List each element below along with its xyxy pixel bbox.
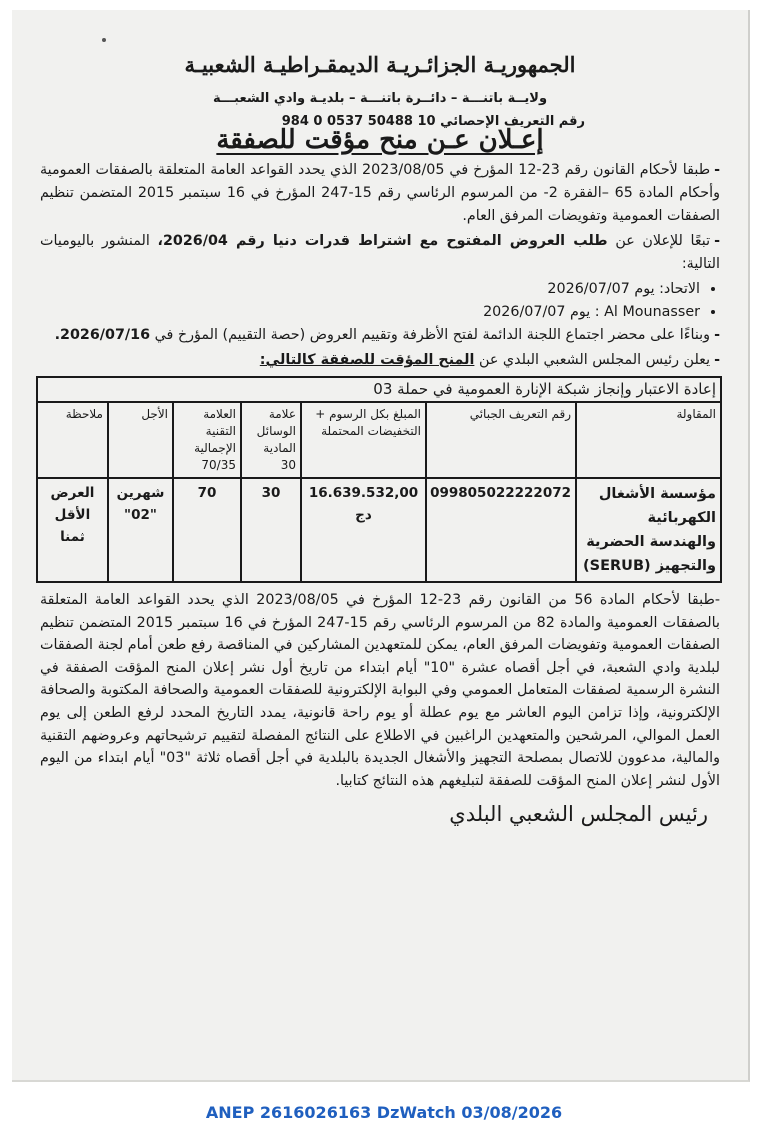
header-material-score: علامة الوسائل المادية 30 (241, 402, 301, 478)
dash-marker: - (714, 327, 720, 343)
header-tax-id: رقم التعريف الجبائي (426, 402, 576, 478)
cell-company: مؤسسة الأشغال الكهربائية والهندسة الحضرية والتجهيز (SERUB) (576, 478, 721, 582)
minutes-paragraph (40, 324, 720, 347)
legal-basis-paragraph (40, 159, 720, 228)
appeal-paragraph (40, 589, 720, 792)
cell-material-score: 30 (241, 478, 301, 582)
legal-basis-text: طبقا لأحكام القانون رقم 23-12 المؤرخ في 2023/08/05 الذي يحدد القواعد العامة المتعلقة بالصفقات العمومية وأحكام المادة 65 –الفقرة 2- من المرسوم الرئاسي رقم 15-247 المؤرخ في 16 سبتمبر 2015 المتضمن تنظيم الصفقات العمومية وتفويضات المرفق العام. (40, 162, 721, 224)
minutes-date: 2026/07/16. (54, 327, 151, 343)
publication-item: • Al Mounasser : يوم 2026/07/07 (40, 301, 700, 324)
header-note: ملاحظة (37, 402, 108, 478)
cell-amount: 16.639.532,00 دج (301, 478, 426, 582)
header-deadline: الأجل (108, 402, 173, 478)
table-caption: إعادة الاعتبار وإنجاز شبكة الإنارة العمومية في حملة 03 (37, 377, 721, 402)
tender-reference-paragraph (40, 230, 720, 276)
header-amount: المبلغ بكل الرسوم + التخفيضات المحتملة (301, 402, 426, 478)
cell-tax-id: 099805022222072 (426, 478, 576, 582)
publications-list (40, 278, 720, 324)
tender-intro-text: تبعًا للإعلان عن (615, 233, 711, 249)
page-title: إعـلان عـن منح مؤقت للصفقة (216, 125, 544, 155)
signature-title: رئيس المجلس الشعبي البلدي (449, 802, 708, 827)
award-table (36, 376, 722, 583)
dash-marker: - (714, 233, 721, 249)
publication-item: • الاتحاد: يوم 2026/07/07 (40, 278, 700, 301)
dash-marker: - (714, 592, 720, 608)
tender-tail-text: المنشور باليوميات التالية: (40, 233, 720, 272)
dash-marker: - (714, 352, 720, 368)
scanned-page (12, 10, 750, 1082)
republic-header: الجمهوريـة الجزائـريـة الديمقـراطيـة الشعبيـة (184, 52, 576, 77)
announce-paragraph (40, 349, 720, 372)
header-technical-score: العلامة التقنية الإجمالية 70/35 (173, 402, 241, 478)
minutes-text: وبناءًا على محضر اجتماع اللجنة الدائمة لفتح الأظرفة وتقييم العروض (حصة التقييم) المؤرخ في (154, 327, 711, 343)
statistical-id: رقم التعريف الإحصائي 10 50488 0537 0 984 (281, 114, 585, 129)
cell-deadline: شهرين "02" (108, 478, 173, 582)
tender-reference: طلب العروض المفتوح مع اشتراط قدرات دنيا رقم 2026/04، (157, 233, 608, 249)
admin-header: ولايــة باتنـــة – دائــرة باتنـــة – بلديـة وادي الشعبـــة (212, 91, 548, 106)
header-company: المقاولة (576, 402, 721, 478)
footer-reference: ANEP 2616026163 DzWatch 03/08/2026 (205, 1103, 563, 1122)
cell-technical-score: 70 (173, 478, 241, 582)
appeal-text: طبقا لأحكام المادة 56 من القانون رقم 23-12 المؤرخ في 2023/08/05 الذي يحدد القواعد العامة المتعلقة بالصفقات العمومية والمادة 82 من المرسوم الرئاسي رقم 15-247 المؤرخ في 16 سبتمبر 2015 المتضمن تنظيم الصفقات العمومية وتفويضات المرفق العام، يمكن للمتعهدين المشاركين في المناقصة رفع طعن أمام لجنة الصفقات لبلدية وادي الشعبة، في أجل أقصاه عشرة "10" أيام ابتداء من تاريخ أول نشر إعلان المنح المؤقت الصفقة في النشرة الرسمية لصفقات المتعامل العمومي وفي البوابة الإلكترونية للصفقات العمومية والصحافة المكتوبة والصحافة الإلكترونية، وإذا تزامن اليوم العاشر مع يوم عطلة أو يوم راحة قانونية، يمدد التاريخ المحدد لرفع الطعن إلى يوم العمل الموالي، المرشحين والمتعهدين الراغبين في الاطلاع على النتائج المفصلة لتقييم ترشيحاتهم وعروضهم التقنية والمالية، مدعوون للاتصال بمصلحة التجهيز والأشغال الجديدة بالبلدية في أجل أقصاه ثلاثة "03" أيام ابتداء من اليوم الأول لنشر إعلان المنح المؤقت للصفقة لتبليغهم هذه النتائج كتابيا. (40, 592, 720, 789)
table-row (37, 478, 721, 582)
announce-bold: المنح المؤقت للصفقة كالتالي: (259, 352, 475, 368)
cell-note: العرض الأقل ثمنا (37, 478, 108, 582)
announce-text: يعلن رئيس المجلس الشعبي البلدي عن (478, 352, 711, 368)
announcement-document (40, 42, 720, 826)
dash-marker: - (714, 162, 721, 178)
